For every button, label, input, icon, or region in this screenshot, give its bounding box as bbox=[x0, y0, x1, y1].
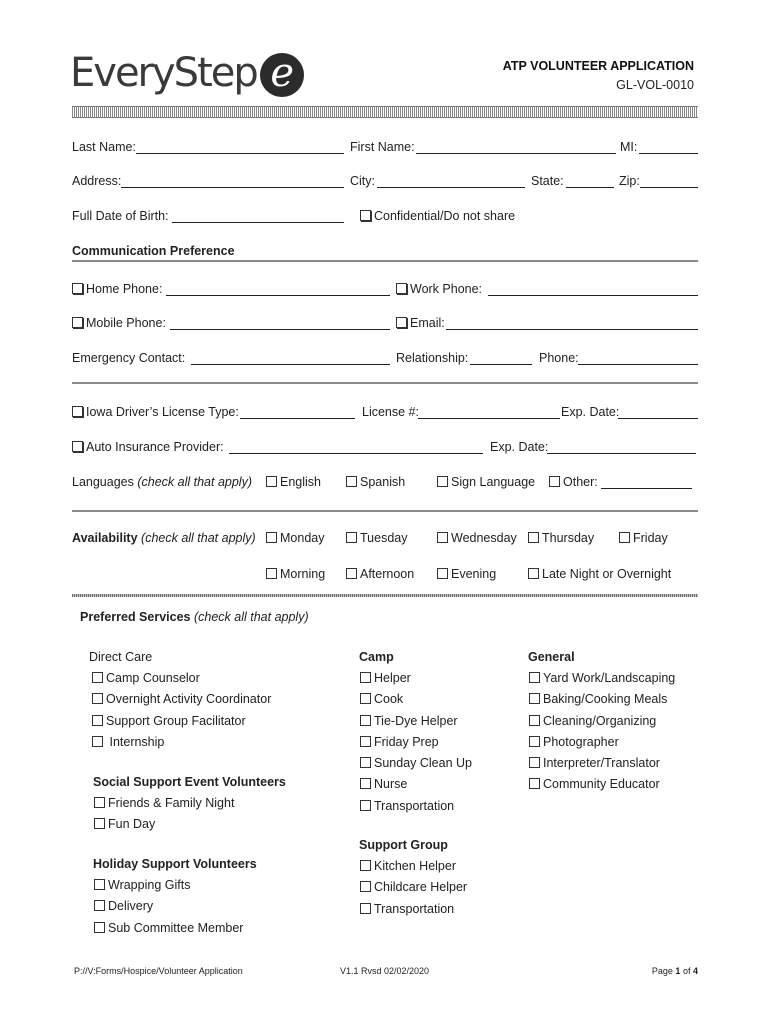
day-label: Wednesday bbox=[451, 531, 517, 545]
home-phone-checkbox[interactable] bbox=[72, 283, 83, 294]
checkbox[interactable] bbox=[619, 532, 630, 543]
last-name-label: Last Name: bbox=[72, 140, 136, 154]
license-exp-label: Exp. Date: bbox=[561, 405, 620, 419]
general-list bbox=[529, 668, 675, 796]
service-label: Internship bbox=[106, 734, 165, 749]
mobile-phone-checkbox[interactable] bbox=[72, 317, 83, 328]
day-label: Monday bbox=[280, 531, 325, 545]
logo bbox=[70, 50, 304, 97]
service-label: Sunday Clean Up bbox=[374, 756, 472, 771]
checkbox[interactable] bbox=[528, 532, 539, 543]
camp-list bbox=[360, 668, 472, 817]
checkbox[interactable] bbox=[360, 800, 371, 811]
language-label: Other: bbox=[563, 475, 598, 489]
checkbox[interactable] bbox=[92, 715, 103, 726]
availability-note: (check all that apply) bbox=[141, 531, 256, 545]
footer-path: P://V:Forms/Hospice/Volunteer Application bbox=[74, 966, 243, 976]
support-group-title: Support Group bbox=[359, 838, 448, 852]
checkbox[interactable] bbox=[360, 693, 371, 704]
page-current: 1 bbox=[675, 966, 681, 976]
checkbox[interactable] bbox=[360, 903, 371, 914]
checkbox[interactable] bbox=[529, 693, 540, 704]
direct-care-title: Direct Care bbox=[89, 650, 153, 664]
service-item[interactable] bbox=[94, 896, 243, 917]
mobile-phone-field[interactable] bbox=[170, 329, 390, 330]
phone-field[interactable] bbox=[578, 364, 698, 365]
time-morning[interactable] bbox=[266, 567, 325, 581]
home-phone-option[interactable] bbox=[72, 282, 162, 296]
day-monday[interactable] bbox=[266, 531, 324, 545]
language-sign[interactable] bbox=[437, 475, 535, 489]
language-label: Spanish bbox=[360, 475, 406, 489]
license-exp-field[interactable] bbox=[618, 418, 698, 419]
license-number-field[interactable] bbox=[418, 418, 560, 419]
availability-label bbox=[72, 531, 256, 545]
last-name-field[interactable] bbox=[136, 153, 344, 154]
checkbox[interactable] bbox=[346, 476, 357, 487]
day-label: Thursday bbox=[542, 531, 595, 545]
checkbox[interactable] bbox=[360, 736, 371, 747]
relationship-label: Relationship: bbox=[396, 351, 469, 365]
service-item[interactable] bbox=[94, 814, 234, 835]
service-label: Cleaning/Organizing bbox=[543, 713, 657, 728]
checkbox[interactable] bbox=[549, 476, 560, 487]
checkbox[interactable] bbox=[360, 672, 371, 683]
checkbox[interactable] bbox=[529, 715, 540, 726]
availability-title: Availability bbox=[72, 531, 138, 545]
communication-heading: Communication Preference bbox=[72, 244, 235, 258]
checkbox[interactable] bbox=[92, 693, 103, 704]
email-checkbox[interactable] bbox=[396, 317, 407, 328]
first-name-label: First Name: bbox=[350, 140, 415, 154]
auto-insurance-checkbox[interactable] bbox=[72, 441, 83, 452]
service-label: Support Group Facilitator bbox=[106, 713, 246, 728]
checkbox[interactable] bbox=[529, 672, 540, 683]
service-label: Friends & Family Night bbox=[108, 796, 235, 810]
language-other[interactable] bbox=[549, 475, 598, 489]
address-label: Address: bbox=[72, 174, 122, 188]
service-label: Friday Prep bbox=[374, 734, 439, 749]
checkbox[interactable] bbox=[360, 860, 371, 871]
driver-license-field[interactable] bbox=[240, 418, 355, 419]
mobile-phone-label: Mobile Phone: bbox=[86, 316, 166, 330]
service-label: Cook bbox=[374, 692, 404, 707]
form-title: ATP VOLUNTEER APPLICATION bbox=[502, 59, 694, 73]
dob-label: Full Date of Birth: bbox=[72, 209, 169, 223]
emergency-contact-label: Emergency Contact: bbox=[72, 351, 186, 365]
service-item[interactable] bbox=[92, 689, 271, 710]
work-phone-option[interactable] bbox=[396, 282, 482, 296]
form-code: GL-VOL-0010 bbox=[616, 78, 694, 92]
language-label: Sign Language bbox=[451, 475, 536, 489]
checkbox[interactable] bbox=[94, 900, 105, 911]
services-label bbox=[80, 610, 309, 624]
phone-label: Phone: bbox=[539, 351, 579, 365]
social-support-title: Social Support Event Volunteers bbox=[93, 775, 286, 789]
holiday-list bbox=[94, 875, 243, 939]
checkbox[interactable] bbox=[360, 757, 371, 768]
emergency-contact-field[interactable] bbox=[191, 364, 390, 365]
camp-title: Camp bbox=[359, 650, 394, 664]
checkbox[interactable] bbox=[266, 532, 277, 543]
city-field[interactable] bbox=[377, 187, 525, 188]
first-name-field[interactable] bbox=[416, 153, 616, 154]
checkbox[interactable] bbox=[92, 736, 103, 747]
state-field[interactable] bbox=[566, 187, 614, 188]
service-item[interactable] bbox=[94, 793, 234, 814]
service-item[interactable] bbox=[529, 774, 675, 795]
license-number-label: License #: bbox=[362, 405, 419, 419]
service-item[interactable] bbox=[360, 732, 472, 753]
languages-note: (check all that apply) bbox=[137, 475, 252, 489]
day-thursday[interactable] bbox=[528, 531, 594, 545]
service-label: Helper bbox=[374, 671, 411, 685]
mi-field[interactable] bbox=[639, 153, 698, 154]
service-item[interactable] bbox=[92, 711, 271, 732]
language-english[interactable] bbox=[266, 475, 321, 489]
time-afternoon[interactable] bbox=[346, 567, 414, 581]
language-spanish[interactable] bbox=[346, 475, 405, 489]
day-friday[interactable] bbox=[619, 531, 668, 545]
services-title: Preferred Services bbox=[80, 610, 191, 624]
service-item[interactable] bbox=[92, 732, 271, 753]
day-label: Friday bbox=[633, 531, 668, 545]
checkbox[interactable] bbox=[437, 476, 448, 487]
service-label: Fun Day bbox=[108, 817, 156, 832]
logo-text: EveryStep bbox=[70, 50, 257, 96]
checkbox[interactable] bbox=[360, 715, 371, 726]
general-title: General bbox=[528, 650, 575, 664]
email-field[interactable] bbox=[446, 329, 698, 330]
service-item[interactable] bbox=[529, 732, 675, 753]
section-divider bbox=[72, 510, 698, 512]
time-evening[interactable] bbox=[437, 567, 496, 581]
city-label: City: bbox=[350, 174, 375, 188]
checkbox[interactable] bbox=[266, 568, 277, 579]
checkbox[interactable] bbox=[529, 736, 540, 747]
checkbox[interactable] bbox=[346, 532, 357, 543]
page-total: 4 bbox=[692, 966, 698, 976]
checkbox[interactable] bbox=[529, 757, 540, 768]
checkbox[interactable] bbox=[360, 881, 371, 892]
checkbox[interactable] bbox=[266, 476, 277, 487]
checkbox[interactable] bbox=[529, 778, 540, 789]
driver-license-option[interactable] bbox=[72, 405, 239, 419]
service-item[interactable] bbox=[529, 689, 675, 710]
checkbox[interactable] bbox=[92, 672, 103, 683]
checkbox[interactable] bbox=[360, 778, 371, 789]
home-phone-field[interactable] bbox=[166, 295, 390, 296]
service-item[interactable] bbox=[360, 668, 472, 689]
footer-version: V1.1 Rvsd 02/02/2020 bbox=[340, 966, 430, 976]
zip-field[interactable] bbox=[640, 187, 698, 188]
checkbox[interactable] bbox=[346, 568, 357, 579]
confidential-option[interactable] bbox=[360, 209, 515, 223]
service-item[interactable] bbox=[360, 877, 467, 898]
service-label: Transportation bbox=[374, 901, 455, 916]
service-item[interactable] bbox=[360, 711, 472, 732]
time-label: Afternoon bbox=[360, 567, 415, 581]
service-label: Overnight Activity Coordinator bbox=[106, 692, 272, 707]
header-divider bbox=[72, 106, 698, 118]
service-label: Yard Work/Landscaping bbox=[543, 671, 676, 685]
support-group-list bbox=[360, 856, 467, 920]
section-divider bbox=[72, 594, 698, 597]
work-phone-label: Work Phone: bbox=[410, 282, 483, 296]
checkbox[interactable] bbox=[528, 568, 539, 579]
time-label: Evening bbox=[451, 567, 497, 581]
service-item[interactable] bbox=[529, 668, 675, 689]
home-phone-label: Home Phone: bbox=[86, 282, 163, 296]
email-option[interactable] bbox=[396, 316, 445, 330]
page-of: of bbox=[682, 966, 691, 976]
service-label: Camp Counselor bbox=[106, 671, 200, 685]
service-label: Tie-Dye Helper bbox=[374, 713, 458, 728]
service-label: Baking/Cooking Meals bbox=[543, 692, 668, 707]
checkbox[interactable] bbox=[437, 532, 448, 543]
service-label: Interpreter/Translator bbox=[543, 756, 660, 771]
day-wednesday[interactable] bbox=[437, 531, 517, 545]
mobile-phone-option[interactable] bbox=[72, 316, 166, 330]
page-prefix: Page bbox=[651, 966, 673, 976]
section-divider bbox=[72, 382, 698, 384]
service-item[interactable] bbox=[360, 796, 472, 817]
checkbox[interactable] bbox=[94, 922, 105, 933]
service-item[interactable] bbox=[360, 899, 467, 920]
confidential-checkbox[interactable] bbox=[360, 210, 371, 221]
service-label: Photographer bbox=[543, 734, 619, 749]
dob-field[interactable] bbox=[172, 222, 344, 223]
service-item[interactable] bbox=[360, 856, 467, 877]
language-label: English bbox=[280, 475, 321, 489]
time-label: Late Night or Overnight bbox=[542, 567, 672, 581]
email-label: Email: bbox=[410, 316, 445, 330]
section-divider bbox=[72, 260, 698, 262]
state-label: State: bbox=[531, 174, 564, 188]
zip-label: Zip: bbox=[619, 174, 640, 188]
page-number bbox=[652, 966, 698, 976]
service-label: Nurse bbox=[374, 777, 408, 792]
service-item[interactable] bbox=[94, 918, 243, 939]
day-label: Tuesday bbox=[360, 531, 408, 545]
service-item[interactable] bbox=[92, 668, 271, 689]
auto-insurance-field[interactable] bbox=[229, 453, 483, 454]
service-item[interactable] bbox=[360, 753, 472, 774]
checkbox[interactable] bbox=[94, 797, 105, 808]
relationship-field[interactable] bbox=[470, 364, 532, 365]
auto-insurance-label: Auto Insurance Provider: bbox=[86, 440, 224, 454]
driver-license-label: Iowa Driver’s License Type: bbox=[86, 405, 239, 419]
insurance-exp-label: Exp. Date: bbox=[490, 440, 549, 454]
address-field[interactable] bbox=[121, 187, 344, 188]
time-label: Morning bbox=[280, 567, 326, 581]
services-note: (check all that apply) bbox=[193, 610, 309, 624]
auto-insurance-option[interactable] bbox=[72, 440, 224, 454]
service-label: Wrapping Gifts bbox=[108, 878, 191, 892]
driver-license-checkbox[interactable] bbox=[72, 406, 83, 417]
confidential-label: Confidential/Do not share bbox=[374, 209, 516, 223]
service-label: Childcare Helper bbox=[374, 880, 468, 895]
direct-care-list bbox=[92, 668, 271, 753]
languages-label bbox=[72, 475, 252, 489]
insurance-exp-field[interactable] bbox=[547, 453, 696, 454]
time-late-night[interactable] bbox=[528, 567, 671, 581]
service-item[interactable] bbox=[360, 689, 472, 710]
service-item[interactable] bbox=[529, 753, 675, 774]
service-label: Sub Committee Member bbox=[108, 920, 244, 935]
service-label: Kitchen Helper bbox=[374, 859, 456, 873]
holiday-title: Holiday Support Volunteers bbox=[93, 857, 257, 871]
mi-label: MI: bbox=[620, 140, 638, 154]
logo-mark-icon: e bbox=[260, 53, 304, 97]
service-label: Delivery bbox=[108, 899, 154, 914]
service-item[interactable] bbox=[94, 875, 243, 896]
work-phone-checkbox[interactable] bbox=[396, 283, 407, 294]
checkbox[interactable] bbox=[94, 818, 105, 829]
day-tuesday[interactable] bbox=[346, 531, 407, 545]
languages-title: Languages bbox=[72, 475, 134, 489]
work-phone-field[interactable] bbox=[488, 295, 698, 296]
service-item[interactable] bbox=[529, 711, 675, 732]
service-label: Transportation bbox=[374, 798, 455, 813]
checkbox[interactable] bbox=[437, 568, 448, 579]
social-support-list bbox=[94, 793, 234, 836]
service-label: Community Educator bbox=[543, 777, 660, 792]
language-other-field[interactable] bbox=[601, 488, 692, 489]
checkbox[interactable] bbox=[94, 879, 105, 890]
service-item[interactable] bbox=[360, 774, 472, 795]
